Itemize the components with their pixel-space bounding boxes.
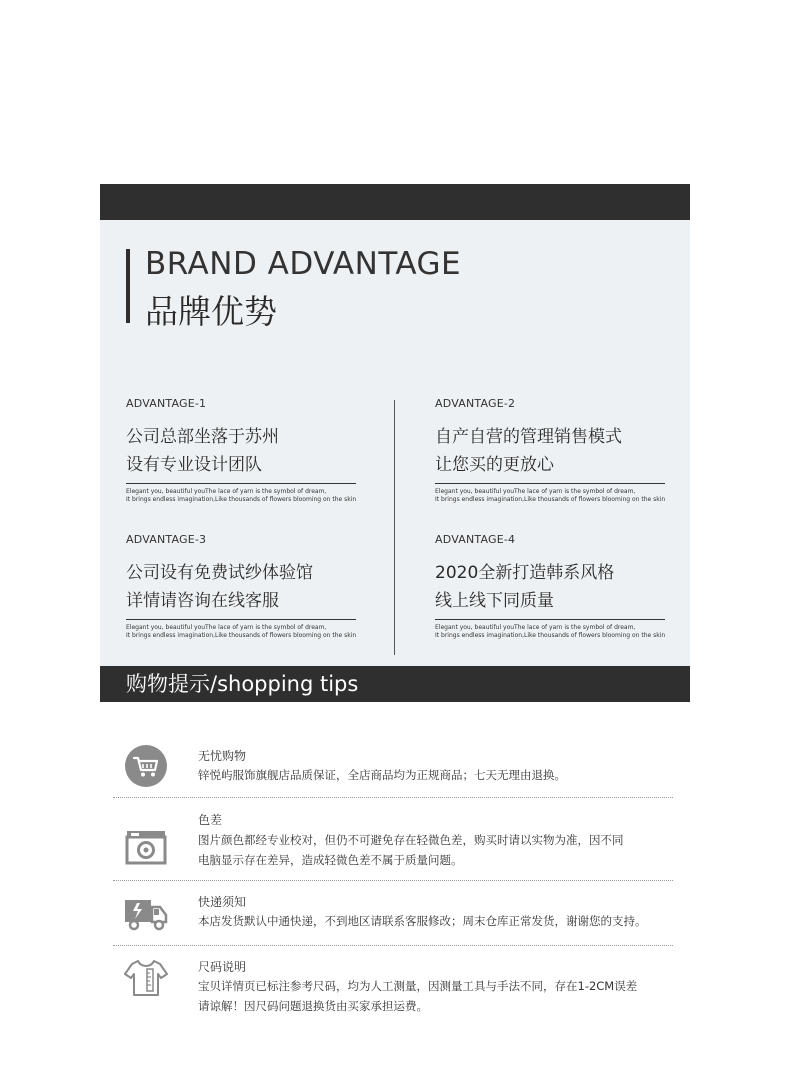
tip-title: 无忧购物	[198, 749, 247, 763]
tip-text-line: 请谅解！因尺码问题退换货由买家承担运费。	[198, 999, 428, 1013]
advantage-desc-line: Elegant you, beautiful youThe lace of yarn is the symbol of dream,	[126, 624, 327, 631]
advantage-3	[126, 533, 356, 640]
advantage-subline: 让您买的更放心	[435, 455, 554, 475]
advantage-label: ADVANTAGE-4	[435, 533, 516, 546]
advantage-desc-line: Elegant you, beautiful youThe lace of yarn is the symbol of dream,	[435, 624, 636, 631]
brand-title-english: BRAND ADVANTAGE	[145, 246, 462, 282]
shopping-tips-title: 购物提示/shopping tips	[126, 672, 359, 696]
advantage-headline: 2020全新打造韩系风格	[435, 563, 615, 583]
advantage-label: ADVANTAGE-3	[126, 533, 207, 546]
advantage-headline: 公司总部坐落于苏州	[126, 427, 279, 447]
advantage-subline: 详情请咨询在线客服	[126, 591, 279, 611]
brand-title-chinese: 品牌优势	[145, 292, 277, 331]
advantage-desc-line: It brings endless imagination,Like thousands of flowers blooming on the skin	[435, 632, 665, 639]
shopping-cart-icon	[122, 742, 170, 790]
tip-worry-free	[100, 742, 690, 792]
advantage-1	[126, 397, 356, 504]
title-accent-bar	[126, 249, 130, 323]
camera-icon	[122, 822, 170, 870]
advantage-desc-line: It brings endless imagination,Like thousands of flowers blooming on the skin	[126, 496, 356, 503]
advantage-label: ADVANTAGE-1	[126, 397, 207, 410]
advantage-rule	[435, 483, 665, 484]
advantage-rule	[126, 619, 356, 620]
advantage-desc-line: It brings endless imagination,Like thousands of flowers blooming on the skin	[435, 496, 665, 503]
tip-title: 快递须知	[198, 895, 247, 909]
advantage-label: ADVANTAGE-2	[435, 397, 516, 410]
advantage-desc-line: Elegant you, beautiful youThe lace of yarn is the symbol of dream,	[435, 488, 636, 495]
advantage-subline: 线上线下同质量	[435, 591, 554, 611]
tip-separator	[113, 945, 673, 946]
tip-separator	[113, 797, 673, 798]
advantage-rule	[126, 483, 356, 484]
brand-advantage-panel	[100, 220, 690, 666]
vertical-divider	[394, 400, 395, 655]
tip-title: 色差	[198, 813, 223, 827]
shopping-tips-header	[100, 666, 690, 702]
tip-text-line: 本店发货默认中通快递，不到地区请联系客服修改；周末仓库正常发货，谢谢您的支持。	[198, 914, 647, 928]
advantage-desc-line: It brings endless imagination,Like thousands of flowers blooming on the skin	[126, 632, 356, 639]
advantage-4	[435, 533, 665, 640]
tip-separator	[113, 880, 673, 881]
tip-delivery-notice	[100, 892, 690, 936]
advantage-2	[435, 397, 665, 504]
tip-text-line: 电脑显示存在差异，造成轻微色差不属于质量问题。	[198, 853, 463, 867]
tip-text-line: 图片颜色都经专业校对，但仍不可避免存在轻微色差，购买时请以实物为准，因不同	[198, 833, 624, 847]
advantage-headline: 自产自营的管理销售模式	[435, 427, 622, 447]
top-dark-bar	[100, 184, 690, 220]
tip-size-guide	[100, 957, 690, 1019]
tip-text-line: 锌悦屿服饰旗舰店品质保证，全店商品均为正规商品；七天无理由退换。	[198, 768, 566, 782]
shirt-size-icon	[122, 953, 170, 1001]
advantage-desc-line: Elegant you, beautiful youThe lace of yarn is the symbol of dream,	[126, 488, 327, 495]
tip-text-line: 宝贝详情页已标注参考尺码，均为人工测量，因测量工具与手法不同，存在1-2CM误差	[198, 979, 638, 993]
tip-color-difference	[100, 810, 690, 872]
advantage-subline: 设有专业设计团队	[126, 455, 262, 475]
advantage-headline: 公司设有免费试纱体验馆	[126, 563, 313, 583]
tip-title: 尺码说明	[198, 960, 247, 974]
delivery-truck-icon	[122, 890, 170, 938]
advantage-rule	[435, 619, 665, 620]
